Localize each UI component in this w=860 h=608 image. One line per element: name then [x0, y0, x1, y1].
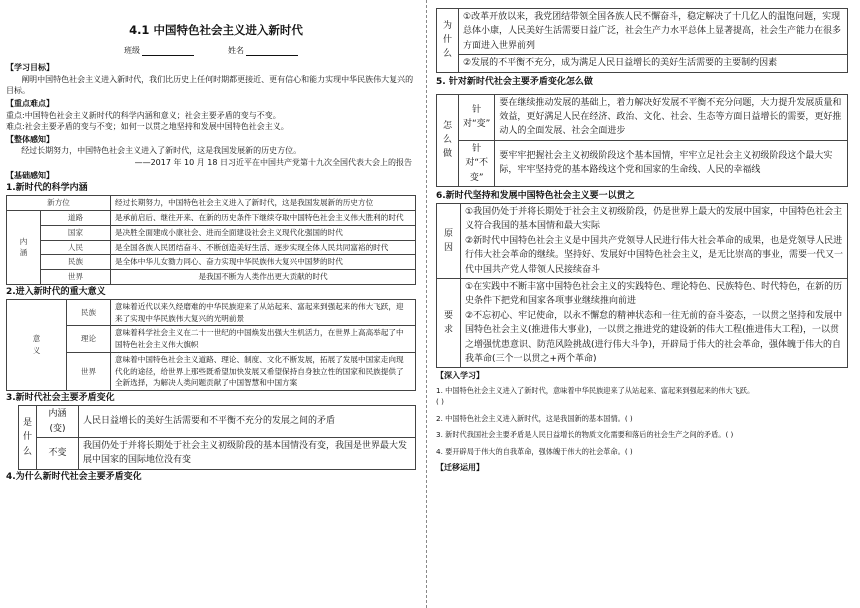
class-label: 班级: [124, 45, 140, 55]
table-row: [19, 438, 416, 470]
row-text: 是决胜全面建成小康社会、进而全面建设社会主义现代化强国的时代: [111, 225, 416, 240]
deep-study-heading: 【深入学习】: [436, 371, 484, 381]
row-text: 人民日益增长的美好生活需要和不平衡不充分的发展之间的矛盾: [79, 406, 416, 438]
side-char: 么: [22, 446, 32, 457]
transfer-heading: 【迁移运用】: [436, 463, 484, 473]
table-row: [437, 204, 848, 279]
question-text: 1. 中国特色社会主义进入了新时代，意味着中华民族迎来了从站起来、富起来到强起来的伟大飞跃。: [436, 385, 755, 395]
side-label: [437, 9, 459, 73]
row-text: 是全体中华儿女勠力同心、奋力实现中华民族伟大复兴中国梦的时代: [111, 255, 416, 270]
section-3-heading: 3.新时代社会主要矛盾变化: [6, 393, 115, 404]
row-label: 民族: [41, 255, 111, 270]
difficulty-text: 难点:社会主要矛盾的变与不变；如何一以贯之地坚持和发展中国特色社会主义。: [6, 122, 289, 132]
side-char: 么: [442, 49, 452, 60]
why-table: [436, 8, 848, 73]
section-6-heading: 6.新时代坚持和发展中国特色社会主义要一以贯之: [436, 190, 635, 201]
class-blank[interactable]: [142, 48, 194, 56]
basic-heading: 【基础感知】: [6, 170, 54, 180]
row-text: ②发展的不平衡不充分，成为满足人民日益增长的美好生活需要的主要制约因素: [459, 55, 848, 72]
row-label: [37, 406, 79, 438]
how-table: [436, 94, 848, 187]
section-1-heading: 1.新时代的科学内涵: [6, 183, 88, 194]
section-4-heading: 4.为什么新时代社会主要矛盾变化: [6, 471, 142, 482]
table-row: [7, 326, 416, 353]
table-row: [7, 352, 416, 390]
side-char: 原: [443, 228, 453, 239]
side-label: [19, 406, 37, 470]
side-char: 因: [443, 242, 453, 253]
group-label-char: 义: [32, 346, 41, 356]
group-label: [7, 299, 67, 390]
column-divider: [426, 0, 427, 608]
row-text: 要牢牢把握社会主义初级阶段这个基本国情，牢牢立足社会主义初级阶段这个最大实际，牢牢坚持党的基本路线这个党和国家的生命线、人民的幸福线: [495, 140, 848, 186]
row-label: 道路: [41, 211, 111, 226]
row-label: 世界: [41, 270, 111, 285]
side-char: 做: [442, 149, 452, 160]
row-text: ①在实践中不断丰富中国特色社会主义的实践特色、理论特色、民族特色、时代特色，在新的历史条件下把党和国家各项事业继续推向前进 ②不忘初心、牢记使命，以永不懈怠的精神状态和一往无前的奋斗姿态，一以贯之坚持和发展中国特色社会主义(推进伟大事业)，一以贯之推进党的建设新的伟大工程(推进伟大工程)，一以贯之增强忧患意识、防范风险挑战(进行伟大斗争)，开辟局于伟大的社会革命，强体魄于伟大的自我革命(三个一以贯之+两个革命): [461, 278, 848, 367]
table-row: [7, 211, 416, 226]
side-char: 什: [22, 432, 32, 443]
row-text: 意味着科学社会主义在二十一世纪的中国焕发出强大生机活力，在世界上高高举起了中国特色社会主义伟大旗帜: [111, 326, 416, 353]
name-label: 姓名: [228, 45, 244, 55]
row-label: 民族: [67, 299, 111, 326]
side-char: 要: [443, 310, 453, 321]
row-label: 不变: [37, 438, 79, 470]
page-title: 4.1 中国特色社会主义进入新时代: [129, 23, 303, 37]
perceive-text: 经过长期努力，中国特色社会主义进入了新时代，这是我国发展新的历史方位。: [21, 146, 302, 156]
quote-source: ——2017 年 10 月 18 日习近平在中国共产党第十九次全国代表大会上的报告: [134, 158, 412, 168]
significance-table: [6, 299, 416, 391]
perceive-heading: 【整体感知】: [6, 134, 54, 144]
goal-text: 阐明中国特色社会主义进入新时代，我们比历史上任何时期都更接近、更有信心和能力实现中华民族伟大复兴的目标。: [6, 74, 414, 96]
table-row: [19, 406, 416, 438]
row-text: ①改革开放以来，我党团结带领全国各族人民不懈奋斗，稳定解决了十几亿人的温饱问题，实现总体小康，人民美好生活需要日益广泛，社会生产力水平总体上显著提高，社会生产能力在很多方面进入世界前列: [459, 9, 848, 55]
row-label: 理论: [67, 326, 111, 353]
table-row: [437, 94, 848, 140]
row-label: 国家: [41, 225, 111, 240]
consistency-table: [436, 203, 848, 368]
table-row: [7, 196, 416, 211]
table-row: [7, 255, 416, 270]
row-label: 人民: [41, 240, 111, 255]
answer-blank[interactable]: ( ): [436, 397, 444, 407]
right-column: [436, 8, 848, 474]
row-text: 意味着中国特色社会主义道路、理论、制度、文化不断发展，拓展了发展中国家走向现代化的途径，给世界上那些既希望加快发展又希望保持自身独立性的国家和民族提供了全新选择，为解决人类问题贡献了中国智慧和中国方案: [111, 352, 416, 390]
row-label: 针对“变”: [459, 94, 495, 140]
side-char: 为: [442, 20, 452, 31]
goal-heading: 【学习目标】: [6, 63, 54, 73]
row-text: 要在继续推动发展的基础上，着力解决好发展不平衡不充分问题，大力提升发展质量和效益，更好满足人民在经济、政治、文化、社会、生态等方面日益增长的需要，更好推动人的全面发展、社会全面进步: [495, 94, 848, 140]
table-row: [7, 240, 416, 255]
row-label: 新方位: [7, 196, 111, 211]
table-row: [7, 299, 416, 326]
side-char: 什: [442, 35, 452, 46]
question-2[interactable]: 2. 中国特色社会主义进入新时代，这是我国新的基本国情。( ): [436, 413, 633, 423]
row-label: 世界: [67, 352, 111, 390]
row-text: ①我国仍处于并将长期处于社会主义初级阶段，仍是世界上最大的发展中国家，中国特色社会主义符合我国的基本国情和最大实际 ②新时代中国特色社会主义是中国共产党领导人民进行伟大社会革命的成果，也是党领导人民进行伟大社会革命的继续。坚持好、发展好中国特色社会主义，是无比崇高的事业，需要一代又一代中国共产党人带领人民接续奋斗: [461, 204, 848, 279]
side-char: 求: [443, 325, 453, 336]
row-label: 针对“不变”: [459, 140, 495, 186]
row-text: 是我国不断为人类作出更大贡献的时代: [111, 270, 416, 285]
side-char: 怎: [442, 120, 452, 131]
table-row: [437, 55, 848, 72]
question-4[interactable]: 4. 要开辟局于伟大的自我革命，强体魄于伟大的社会革命。( ): [436, 446, 633, 456]
side-label: [437, 94, 459, 186]
row-text: 我国仍处于并将长期处于社会主义初级阶段的基本国情没有变，我国是世界最大发展中国家的国际地位没有变: [79, 438, 416, 470]
side-char: 是: [22, 417, 32, 428]
section-5-heading: 5. 针对新时代社会主要矛盾变化怎么做: [436, 76, 593, 87]
side-char: 么: [442, 135, 452, 146]
table-row: [437, 140, 848, 186]
key-heading: 【重点难点】: [6, 99, 54, 109]
side-label: [437, 278, 461, 367]
key-text: 重点:中国特色社会主义新时代的科学内涵和意义；社会主要矛盾的变与不变。: [6, 110, 281, 120]
table-row: [7, 270, 416, 285]
left-column: [6, 22, 416, 484]
group-label-char: 内: [19, 236, 28, 246]
name-row: [6, 45, 416, 57]
row-label-line: 内涵: [48, 409, 67, 420]
table-row: [437, 9, 848, 55]
row-text: 是承前启后、继往开来、在新的历史条件下继续夺取中国特色社会主义伟大胜利的时代: [111, 211, 416, 226]
group-label-char: 意: [32, 334, 41, 344]
question-1: [436, 385, 848, 408]
name-blank[interactable]: [246, 48, 298, 56]
row-text: 意味着近代以来久经磨难的中华民族迎来了从站起来、富起来到强起来的伟大飞跃，迎来了实现中华民族伟大复兴的光明前景: [111, 299, 416, 326]
question-3[interactable]: 3. 新时代我国社会主要矛盾是人民日益增长的物质文化需要和落后的社会生产之间的矛盾。( ): [436, 430, 734, 440]
row-text: 经过长期努力，中国特色社会主义进入了新时代，这是我国发展新的历史方位: [111, 196, 416, 211]
row-label-line: (变): [49, 423, 66, 434]
row-text: 是全国各族人民团结奋斗、不断创造美好生活、逐步实现全体人民共同富裕的时代: [111, 240, 416, 255]
group-label: [7, 211, 41, 285]
side-label: [437, 204, 461, 279]
section-2-heading: 2.进入新时代的重大意义: [6, 286, 106, 297]
contradiction-table: [18, 405, 416, 470]
connotation-table: [6, 195, 416, 285]
group-label-char: 涵: [19, 248, 28, 258]
table-row: [437, 278, 848, 367]
table-row: [7, 225, 416, 240]
